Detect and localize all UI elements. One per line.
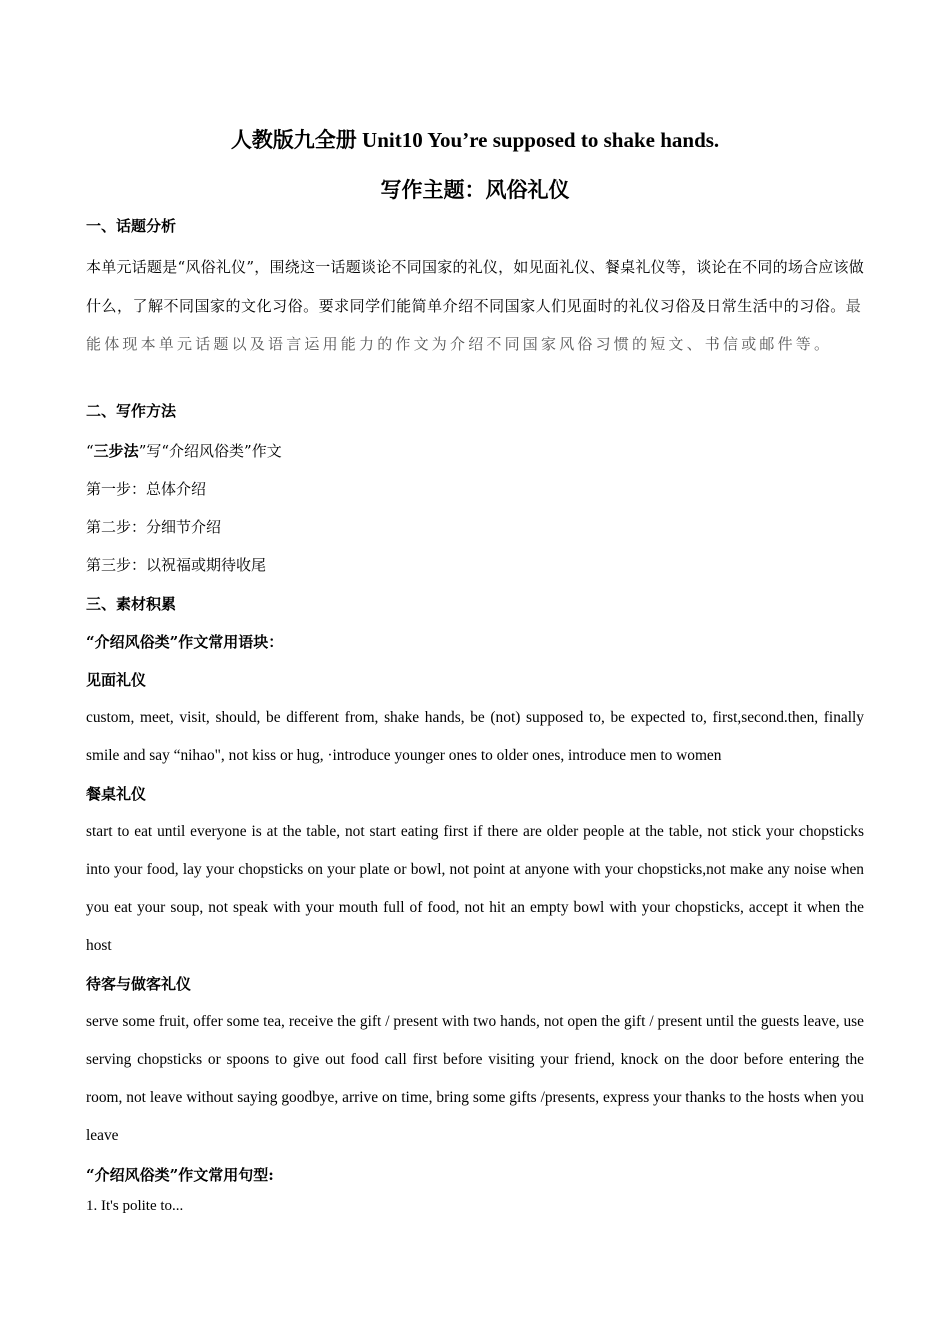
phrase-chunks-heading: “介绍风俗类”作文常用语块：	[86, 633, 284, 651]
topic-analysis-paragraph	[86, 248, 864, 364]
step-1: 第一步：总体介绍	[86, 480, 207, 498]
step-2: 第二步：分细节介绍	[86, 518, 222, 536]
topic-analysis-main: 本单元话题是“风俗礼仪”，围绕这一话题谈论不同国家的礼仪，如见面礼仪、餐桌礼仪等，谈论在不同的场合应该做什么，了解不同国家的文化习俗。要求同学们能简单介绍不同国家人们见面时的礼仪习俗及日常生活中的习俗。	[86, 258, 864, 315]
sentence-pattern-1: 1. It's polite to...	[86, 1198, 184, 1214]
method-open-quote: “	[86, 442, 94, 460]
section3-heading: 三、素材积累	[86, 595, 177, 613]
three-step-method	[86, 441, 282, 461]
document-title: 人教版九全册 Unit10 You’re supposed to shake hands.	[230, 128, 720, 152]
guest-etiquette-heading: 待客与做客礼仪	[86, 975, 192, 993]
sentence-patterns-heading: “介绍风俗类”作文常用句型:	[86, 1166, 274, 1184]
step-3: 第三步：以祝福或期待收尾	[86, 556, 267, 574]
topic-analysis-tail: 最能体现本单元话题以及语言运用能力的作文为介绍不同国家风俗习惯的短文、书信或邮件等。	[86, 296, 864, 353]
meeting-etiquette-heading: 见面礼仪	[86, 671, 147, 689]
meeting-etiquette-text: custom, meet, visit, should, be different from, shake hands, be (not) supposed to, be expected to, first,second.then, finally smile and say “nihao", not kiss or hug, ·introduce younger ones to older ones, introduce men to women	[86, 709, 864, 764]
guest-etiquette-text: serve some fruit, offer some tea, receive the gift / present with two hands, not open the gift / present until the guests leave, use serving chopsticks or spoons to give out food call first before visiting your friend, knock on the door before entering the room, not leave without saying goodbye, arrive on time, bring some gifts /presents, express your thanks to the hosts when you leave	[86, 1013, 864, 1144]
table-manners-heading: 餐桌礼仪	[86, 785, 147, 803]
section1-heading: 一、话题分析	[86, 217, 177, 235]
section2-heading: 二、写作方法	[86, 402, 177, 420]
document-subtitle: 写作主题：风俗礼仪	[380, 177, 570, 202]
table-manners-text: start to eat until everyone is at the table, not start eating first if there are older people at the table, not stick your chopsticks into your food, lay your chopsticks on your plate or bowl, not point at anyone with your chopsticks,not make any noise when you eat your soup, not speak with your mouth full of food, not hit an empty bowl with your chopsticks, accept it when the host	[86, 823, 864, 954]
method-bold: 三步法	[93, 442, 139, 460]
method-rest: ”写“介绍风俗类”作文	[138, 442, 282, 460]
